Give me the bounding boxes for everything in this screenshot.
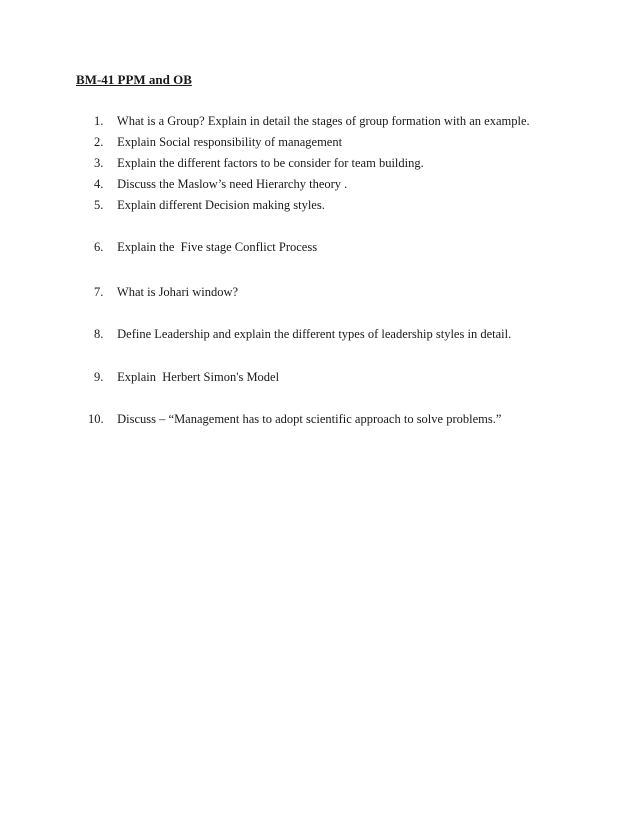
question-text: Define Leadership and explain the different types of leadership styles in detail. <box>117 327 512 341</box>
question-text: Explain the different factors to be consider for team building. <box>117 156 424 170</box>
question-number: 1. <box>94 114 104 128</box>
question-number: 10. <box>88 412 104 426</box>
question-text: Explain Herbert Simon's Model <box>117 370 280 384</box>
question-text: What is a Group? Explain in detail the stages of group formation with an example. <box>116 114 530 128</box>
question-text: Explain different Decision making styles. <box>117 198 325 212</box>
question-item-1 <box>94 113 530 129</box>
question-number: 6. <box>94 240 104 254</box>
question-text: Discuss the Maslow’s need Hierarchy theory . <box>117 177 348 191</box>
question-item-8 <box>94 326 511 342</box>
question-item-7 <box>94 284 238 300</box>
question-item-9 <box>94 369 279 385</box>
question-number: 4. <box>94 177 104 191</box>
question-item-10 <box>88 411 501 427</box>
question-number: 3. <box>94 156 104 170</box>
question-number: 8. <box>94 327 104 341</box>
question-item-3 <box>94 155 424 171</box>
question-text: Explain the Five stage Conflict Process <box>117 240 318 254</box>
question-item-6 <box>94 239 317 255</box>
question-text: Discuss – “Management has to adopt scientific approach to solve problems.” <box>117 412 502 426</box>
question-item-2 <box>94 134 342 150</box>
document-title: BM-41 PPM and OB <box>76 72 192 87</box>
question-text: Explain Social responsibility of management <box>117 135 343 149</box>
question-text: What is Johari window? <box>116 285 239 299</box>
question-item-4 <box>94 176 347 192</box>
question-item-5 <box>94 197 325 213</box>
question-number: 5. <box>94 198 104 212</box>
question-number: 7. <box>94 285 104 299</box>
question-number: 9. <box>94 370 104 384</box>
question-number: 2. <box>94 135 104 149</box>
